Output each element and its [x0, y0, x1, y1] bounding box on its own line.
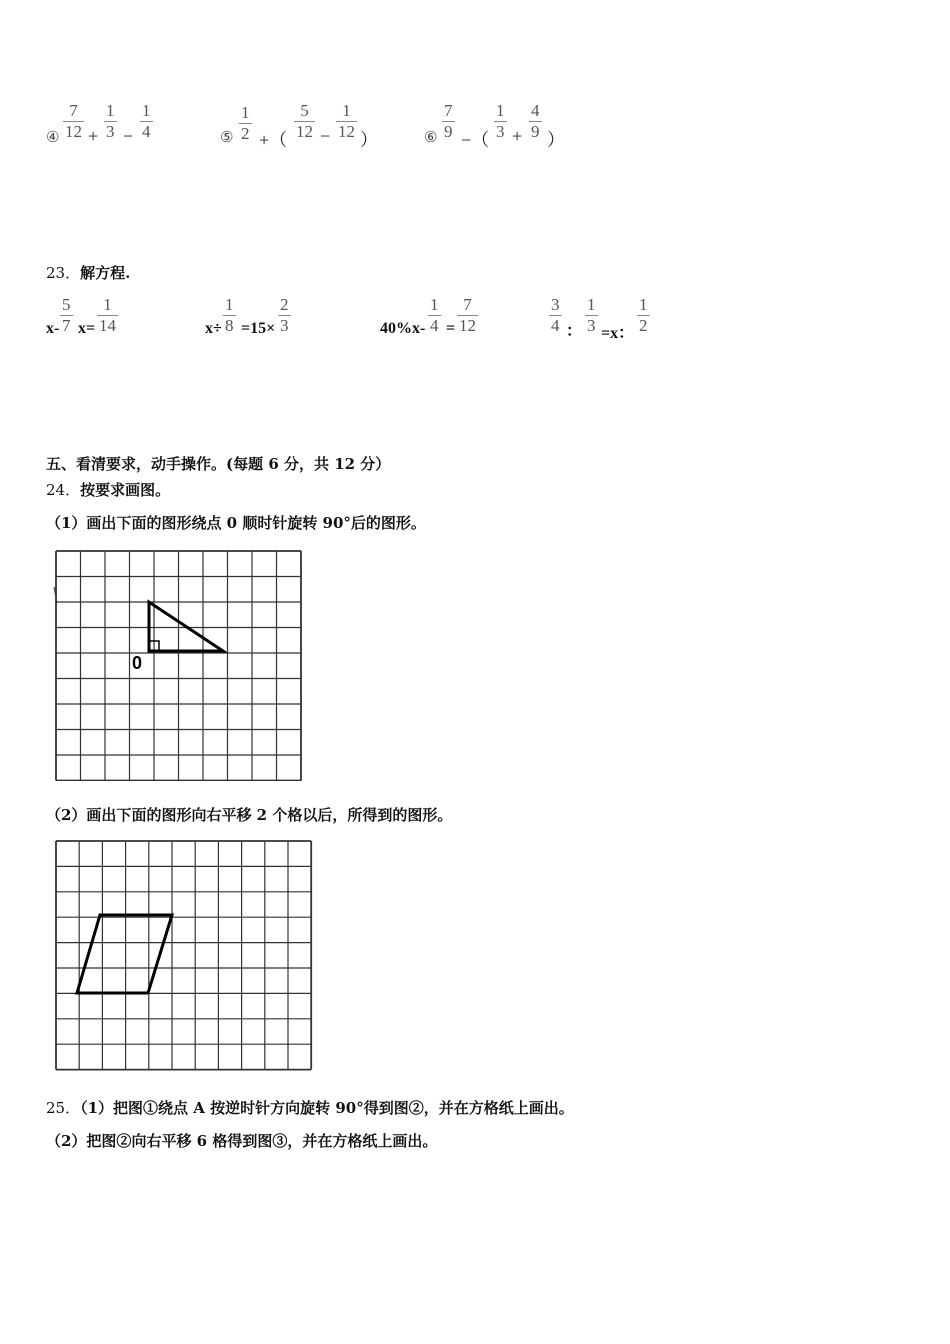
fraction: 1 14	[99, 295, 116, 335]
operator: −	[320, 126, 331, 146]
fraction: 1 4	[142, 101, 151, 141]
question-25-part-1: （1）把图①绕点 A 按逆时针方向旋转 90°得到图②，并在方格纸上画出。	[80, 1099, 574, 1117]
operator: −	[123, 126, 134, 146]
equation-text: x=	[78, 320, 96, 337]
question-25-part-2: （2）把图②向右平移 6 格得到图③，并在方格纸上画出。	[46, 1132, 438, 1150]
fraction: 3 4	[551, 295, 560, 335]
fraction: 1 4	[430, 295, 439, 335]
question-number: 23．	[46, 264, 81, 282]
equation-text: =15×	[241, 320, 276, 337]
fraction: 4 9	[531, 101, 540, 141]
equation-text: 40%x-	[380, 320, 426, 337]
fraction: 7 9	[444, 101, 453, 141]
fraction: 1 12	[338, 101, 355, 141]
operator: +（	[259, 130, 288, 150]
right-triangle-figure	[149, 602, 223, 651]
expression-label: ⑥	[424, 128, 438, 146]
fraction: 1 2	[639, 295, 648, 335]
fraction: 5 12	[296, 101, 313, 141]
section-5-title: 五、看清要求，动手操作。(每题 6 分，共 12 分）	[46, 455, 391, 473]
parallelogram-figure	[77, 915, 172, 993]
fraction: 1 8	[225, 295, 234, 335]
fraction: 1 3	[587, 295, 596, 335]
fraction: 7 12	[65, 101, 82, 141]
equation-text: =x：	[601, 325, 635, 342]
question-number: 25．	[46, 1099, 81, 1117]
fraction: 1 2	[241, 103, 250, 143]
fraction: 1 3	[106, 101, 115, 141]
fraction: 2 3	[280, 295, 289, 335]
question-24-part-2: （2）画出下面的图形向右平移 2 个格以后，所得到的图形。	[46, 806, 453, 824]
fraction: 1 3	[496, 101, 505, 141]
operator: −（	[461, 130, 490, 150]
operator: ）	[547, 130, 565, 150]
equation-text: x-	[46, 320, 60, 337]
question-24-heading	[46, 479, 170, 500]
fraction: 5 7	[62, 295, 71, 335]
operator: ）	[360, 130, 378, 150]
rotation-point-label: 0	[132, 653, 143, 673]
expression-label: ④	[46, 128, 60, 146]
expression-label: ⑤	[220, 128, 234, 146]
question-25-heading	[46, 1097, 574, 1118]
operator: +	[88, 126, 99, 146]
question-24-part-1: （1）画出下面的图形绕点 0 顺时针旋转 90°后的图形。	[46, 514, 426, 532]
question-number: 24．	[46, 481, 81, 499]
operator: +	[512, 126, 523, 146]
fraction: 7 12	[459, 295, 476, 335]
question-title: 按要求画图。	[80, 481, 171, 499]
question-23-heading	[46, 262, 130, 283]
equation-text: =	[446, 320, 456, 337]
question-title: 解方程.	[80, 264, 131, 282]
rotation-grid	[50, 545, 302, 781]
equation-text: x÷	[205, 320, 222, 337]
translation-grid	[50, 836, 315, 1074]
equation-text: ：	[566, 323, 583, 340]
